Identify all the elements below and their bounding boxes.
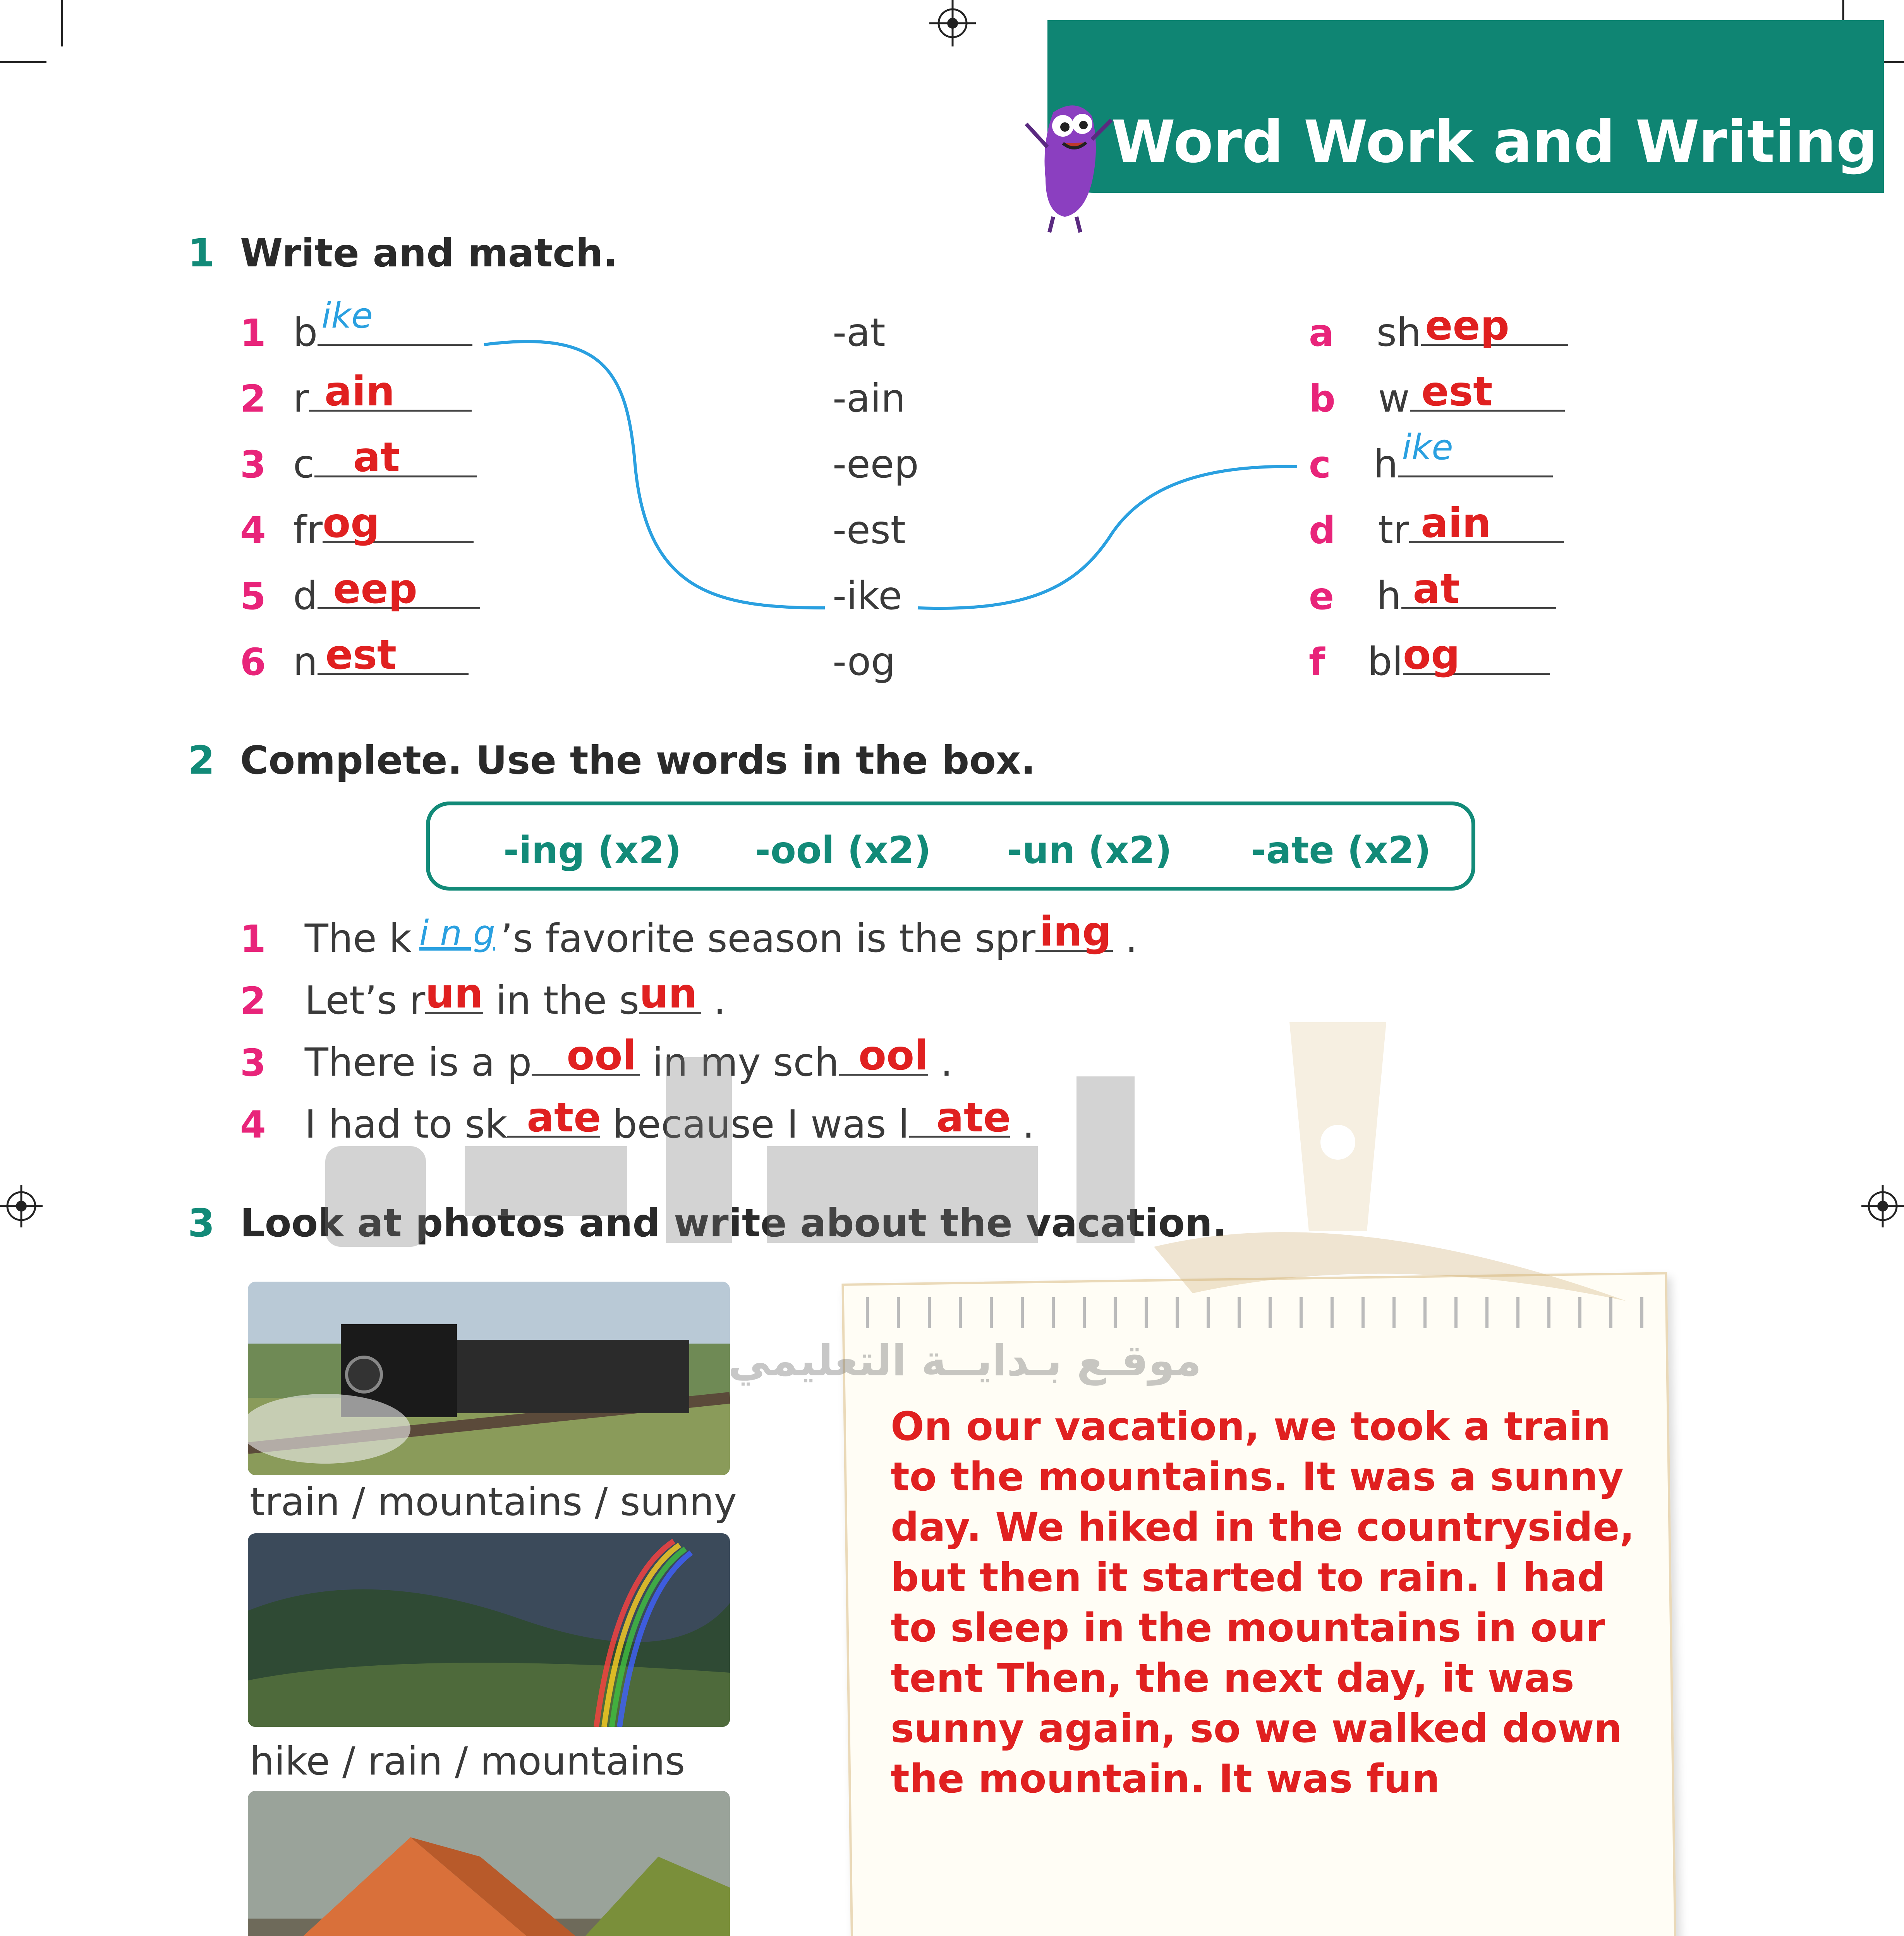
ending-item: -ike	[833, 573, 902, 618]
answer-line[interactable]: i n g	[419, 913, 495, 954]
list-item: 2 r ain	[240, 376, 472, 421]
answer-line[interactable]: un	[425, 970, 483, 1017]
answer-line[interactable]: ool	[839, 1043, 928, 1076]
watermark-logo	[302, 999, 1696, 1347]
ending-item: -ain	[833, 376, 906, 421]
word-box-item: -ing (x2)	[503, 829, 682, 872]
match-lines	[0, 0, 1904, 697]
sentence: 1 The k i n g ’s favorite season is the spr ing .	[240, 908, 1138, 961]
answer-line[interactable]: un	[639, 981, 701, 1014]
answer-line[interactable]: ate	[909, 1105, 1010, 1138]
ending-item: -eep	[833, 441, 919, 487]
list-item: 1 b ike	[240, 310, 472, 355]
vacation-answer-text[interactable]: On our vacation, we took a train to the mountains. It was a sunny day. We hiked in the countryside, but then it started to rain. I had to sleep in the mountains in our tent Then, the next day, it was sunny again, so we walked down the mountain. It was fun	[891, 1404, 1635, 1802]
section1-title: Write and match.	[240, 230, 618, 276]
answer-line[interactable]: ike	[318, 313, 472, 346]
ending-item: -at	[833, 310, 886, 355]
sentence: 4 I had to sk ate because I was l ate .	[240, 1094, 1035, 1147]
answer-line[interactable]: ate	[507, 1105, 600, 1138]
word-box-item: -ate (x2)	[1251, 829, 1431, 872]
page-title: Word Work and Writing	[1111, 108, 1878, 176]
answer-line[interactable]: ain	[1409, 510, 1564, 543]
caption: hike / rain / mountains	[250, 1739, 685, 1784]
list-item: c h ike	[1309, 441, 1553, 487]
word-box-item: -un (x2)	[1007, 829, 1172, 872]
sentence: 3 There is a p ool in my sch ool .	[240, 1032, 953, 1085]
answer-line[interactable]: og	[323, 510, 474, 543]
list-item: 6 n est	[240, 639, 469, 684]
answer-line[interactable]: est	[318, 642, 469, 675]
word-box-item: -ool (x2)	[755, 829, 931, 872]
section3-title: Look at photos and write about the vacation.	[240, 1200, 1227, 1246]
answer-line[interactable]: est	[1410, 379, 1565, 412]
answer-line[interactable]: at	[1401, 576, 1556, 609]
list-item: b w est	[1309, 376, 1565, 421]
ending-item: -est	[833, 507, 906, 553]
list-item: 3 c at	[240, 441, 477, 487]
answer-line[interactable]: ain	[309, 379, 472, 412]
list-item: f bl og	[1309, 639, 1550, 684]
section3-number: 3	[188, 1200, 215, 1246]
list-item: d tr ain	[1309, 507, 1564, 553]
list-item: a sh eep	[1309, 310, 1568, 355]
answer-line[interactable]: ike	[1398, 445, 1553, 477]
photo-rainbow	[248, 1533, 730, 1727]
photo-tent	[248, 1791, 730, 1936]
list-item: e h at	[1309, 573, 1556, 618]
ending-item: -og	[833, 639, 896, 684]
answer-line[interactable]: eep	[318, 576, 480, 609]
section1-number: 1	[188, 230, 215, 276]
watermark-text: موقـع بـدايــة التعليمي	[728, 1336, 1202, 1385]
answer-line[interactable]: eep	[1421, 313, 1568, 346]
section2-title: Complete. Use the words in the box.	[240, 738, 1036, 783]
list-item: 4 fr og	[240, 507, 474, 553]
sentence: 2 Let’s r un in the s un .	[240, 970, 726, 1023]
section2-number: 2	[188, 738, 215, 783]
answer-line[interactable]: ool	[532, 1043, 640, 1076]
answer-line[interactable]: at	[314, 445, 477, 477]
answer-line[interactable]: og	[1403, 642, 1550, 675]
answer-line[interactable]: ing	[1035, 919, 1113, 952]
caption: train / mountains / sunny	[250, 1479, 737, 1524]
list-item: 5 d eep	[240, 573, 480, 618]
